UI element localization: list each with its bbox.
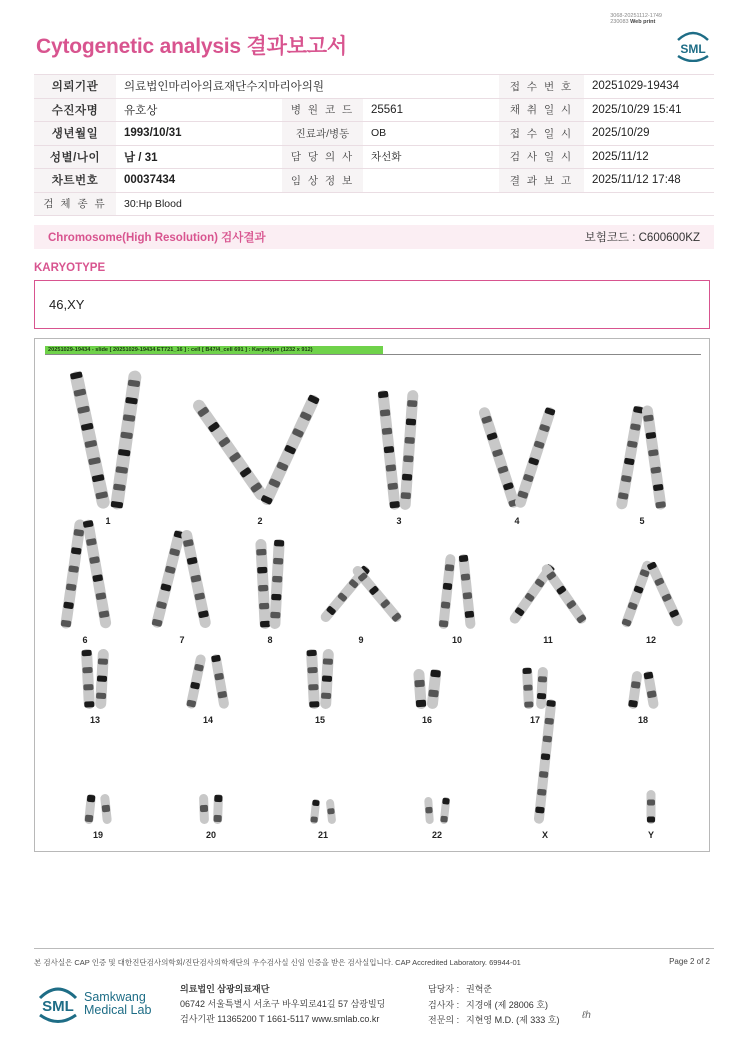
chromosome-pair-2 <box>191 393 321 526</box>
institution-label: 의뢰기관 <box>34 75 116 99</box>
chromosome-pair-4 <box>478 406 557 526</box>
chromosome-5-b <box>641 405 667 511</box>
chromosome-22-b <box>440 797 451 825</box>
chromosome-16-b <box>426 669 441 710</box>
chromosome-label-21: 21 <box>317 830 329 840</box>
chromosome-20-b <box>213 794 223 824</box>
chromosome-15-b <box>320 649 334 709</box>
report-date-label: 결 과 보 고 <box>499 169 584 193</box>
chromosome-pair-10 <box>438 554 476 645</box>
chromosome-pair-7 <box>151 529 212 645</box>
signature-icon: ℓh <box>582 1010 591 1021</box>
karyogram-canvas <box>35 339 711 853</box>
chromosome-label-5: 5 <box>639 516 645 526</box>
karyotype-result: 46,XY <box>49 297 85 312</box>
dept-label: 진료과/병동 <box>282 122 363 146</box>
print-meta-line1: 3068-20251112-1749 <box>610 13 662 19</box>
staff2-value: 지경애 (제 28006 호) <box>466 999 548 1010</box>
clinical-value <box>363 169 499 193</box>
chromosome-pair-8 <box>255 539 285 645</box>
chromosome-18-a <box>627 670 642 709</box>
staff1-label: 담당자 : <box>428 984 460 994</box>
chart-label: 차트번호 <box>34 169 116 193</box>
staff1-value: 권혁준 <box>466 984 493 994</box>
chromosome-label-18: 18 <box>637 715 649 725</box>
chromosome-16-a <box>413 669 427 710</box>
org-contact: 검사기관 11365200 T 1661-5117 www.smlab.co.kr <box>180 1014 380 1024</box>
chromosome-label-8: 8 <box>267 635 273 645</box>
chromosome-2-b <box>259 393 321 507</box>
chromosome-17-a <box>522 667 534 709</box>
chromosome-label-22: 22 <box>431 830 443 840</box>
insurance-code: 보험코드 : C600600KZ <box>584 232 700 244</box>
chromosome-label-3: 3 <box>396 516 402 526</box>
chromosome-pair-16 <box>413 669 441 725</box>
chromosome-6-a <box>60 519 86 629</box>
receipt-date-label: 접 수 일 시 <box>499 122 584 146</box>
brand-line1: Samkwang <box>84 990 146 1004</box>
sex-age-value: 남 / 31 <box>116 145 282 169</box>
chromosome-label-9: 9 <box>358 635 364 645</box>
chromosome-pair-20 <box>199 794 223 840</box>
chromosome-pair-1 <box>69 370 142 526</box>
print-meta <box>610 13 662 25</box>
chromosome-19-a <box>84 794 96 825</box>
chromosome-1-a <box>69 370 111 510</box>
chromosome-label-20: 20 <box>205 830 217 840</box>
test-date-label: 검 사 일 시 <box>499 145 584 169</box>
karyogram-header: 20251029-19434 - slide [ 20251029-19434 ET721_16 ] : cell [ B47/4_cell 691 ] : Karyotype (1232 x 912) <box>45 346 383 354</box>
chromosome-18-b <box>643 670 659 709</box>
chromosome-4-a <box>478 406 521 509</box>
chromosome-11-b <box>540 562 588 625</box>
page-number: Page 2 of 2 <box>669 957 710 966</box>
dept-value: OB <box>363 122 499 146</box>
specimen-label: 검 체 종 류 <box>34 192 116 216</box>
doctor-value: 차선화 <box>363 145 499 169</box>
patient-info-table <box>34 74 714 216</box>
chromosome-pair-11 <box>508 562 588 645</box>
chromosome-label-4: 4 <box>514 516 520 526</box>
chromosome-pair-3 <box>377 390 418 526</box>
birth-label: 생년월일 <box>34 122 116 146</box>
test-title: Chromosome(High Resolution) 검사결과 <box>48 232 266 244</box>
chromosome-10-b <box>458 554 476 630</box>
chromosome-pair-15 <box>306 649 334 725</box>
name-label: 수진자명 <box>34 98 116 122</box>
chromosome-19-b <box>100 794 112 825</box>
chromosome-pair-Y <box>647 790 656 840</box>
staff2-label: 검사자 : <box>428 999 460 1010</box>
chromosome-label-Y: Y <box>647 830 655 840</box>
institution-value: 의료법인마리아의료재단수지마리아의원 <box>116 75 499 99</box>
chromosome-pair-17 <box>522 667 548 725</box>
specimen-value: 30:Hp Blood <box>116 192 714 216</box>
chromosome-label-11: 11 <box>543 635 553 645</box>
receipt-date-value: 2025/10/29 <box>584 122 714 146</box>
karyotype-label: KARYOTYPE <box>34 262 106 274</box>
web-print-label: Web print <box>630 19 656 25</box>
collect-date-label: 채 취 일 시 <box>499 98 584 122</box>
chromosome-14-a <box>185 654 206 710</box>
chromosome-13-a <box>81 649 95 709</box>
org-name: 의료법인 삼광의료재단 <box>180 984 270 994</box>
clinical-label: 임 상 정 보 <box>282 169 363 193</box>
karyogram-image <box>34 338 710 852</box>
chromosome-label-1: 1 <box>105 516 111 526</box>
chromosome-pair-18 <box>627 670 659 725</box>
chromosome-14-b <box>210 654 229 710</box>
brand-line2: Medical Lab <box>84 1003 152 1017</box>
sml-brand-logo-icon <box>36 982 80 1026</box>
brand-name <box>84 991 151 1017</box>
karyotype-result-box <box>34 280 710 329</box>
chromosome-3-a <box>377 390 400 510</box>
chromosome-label-7: 7 <box>179 635 185 645</box>
chromosome-21-a <box>310 799 321 825</box>
chromosome-13-b <box>95 649 109 709</box>
staff3-value: 지현영 M.D. (제 333 호) <box>466 1015 560 1025</box>
chromosome-pair-19 <box>84 794 112 840</box>
chromosome-pair-12 <box>620 559 684 645</box>
chromosome-label-X: X <box>541 830 549 840</box>
birth-value: 1993/10/31 <box>116 122 282 146</box>
chromosome-label-16: 16 <box>421 715 433 725</box>
chromosome-9-b <box>351 564 404 624</box>
chart-value: 00037434 <box>116 169 282 193</box>
chromosome-pair-9 <box>319 564 404 645</box>
receipt-no-value: 20251029-19434 <box>584 75 714 99</box>
print-meta-line2: 230083 <box>610 19 629 25</box>
chromosome-7-b <box>180 529 212 629</box>
org-info <box>180 982 385 1027</box>
chromosome-12-b <box>646 560 685 628</box>
chromosome-label-14: 14 <box>202 715 214 725</box>
test-date-value: 2025/11/12 <box>584 145 714 169</box>
chromosome-pair-5 <box>615 405 666 526</box>
test-section-bar <box>34 225 714 249</box>
org-address: 06742 서울특별시 서초구 바우뫼로41길 57 삼광빌딩 <box>180 999 386 1009</box>
hospital-code-value: 25561 <box>363 98 499 122</box>
chromosome-8-a <box>255 539 271 629</box>
chromosome-label-15: 15 <box>314 715 326 725</box>
chromosome-label-6: 6 <box>82 635 88 645</box>
chromosome-22-a <box>424 797 434 824</box>
hospital-code-label: 병 원 코 드 <box>282 98 363 122</box>
chromosome-21-b <box>326 799 337 825</box>
chromosome-6-b <box>82 519 112 629</box>
chromosome-pair-22 <box>424 797 450 840</box>
chromosome-3-b <box>399 390 418 510</box>
chromosome-label-2: 2 <box>257 516 263 526</box>
chromosome-pair-21 <box>310 799 337 840</box>
chromosome-5-a <box>615 405 644 510</box>
staff-info <box>428 982 559 1029</box>
chromosome-pair-13 <box>81 649 109 725</box>
chromosome-label-13: 13 <box>89 715 101 725</box>
chromosome-pair-14 <box>185 654 229 725</box>
chromosome-15-a <box>306 649 320 709</box>
chromosome-20-a <box>199 794 209 824</box>
chromosome-label-17: 17 <box>529 715 541 725</box>
sml-logo-icon <box>674 28 712 62</box>
doctor-label: 담 당 의 사 <box>282 145 363 169</box>
svg-text:SML: SML <box>42 998 74 1015</box>
chromosome-4-b <box>514 406 557 509</box>
chromosome-Y <box>647 790 656 824</box>
receipt-no-label: 접 수 번 호 <box>499 75 584 99</box>
chromosome-label-10: 10 <box>451 635 463 645</box>
staff3-label: 전문의 : <box>428 1015 460 1025</box>
chromosome-7-a <box>151 529 186 629</box>
svg-text:SML: SML <box>680 42 706 56</box>
accreditation-note: 본 검사실은 CAP 인증 및 대한진단검사의학회/진단검사의학재단의 우수검사실 신임 인증을 받은 검사실입니다. CAP Accredited Laboratory. 69944-01 <box>34 958 521 967</box>
footer-divider <box>34 948 714 949</box>
chromosome-1-b <box>110 370 142 510</box>
sex-age-label: 성별/나이 <box>34 145 116 169</box>
chromosome-pair-6 <box>60 519 112 645</box>
collect-date-value: 2025/10/29 15:41 <box>584 98 714 122</box>
name-value: 유호상 <box>116 98 282 122</box>
chromosome-10-a <box>438 554 456 630</box>
chromosome-label-12: 12 <box>645 635 657 645</box>
chromosome-8-b <box>269 539 285 629</box>
chromosome-2-a <box>191 397 270 502</box>
report-title: Cytogenetic analysis 결과보고서 <box>36 35 347 58</box>
chromosome-label-19: 19 <box>92 830 104 840</box>
report-date-value: 2025/11/12 17:48 <box>584 169 714 193</box>
